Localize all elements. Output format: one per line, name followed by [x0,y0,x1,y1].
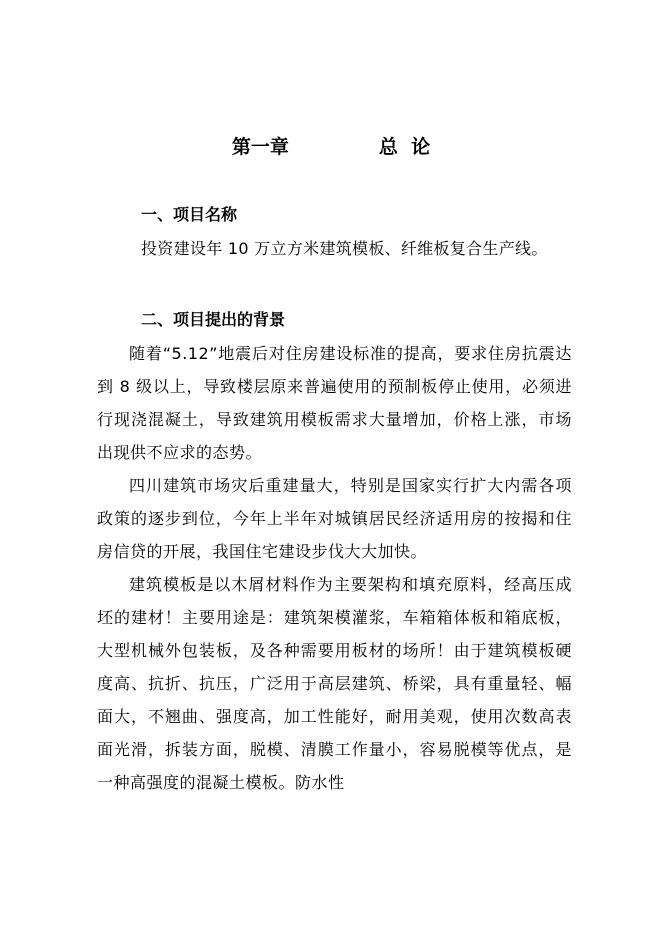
section-heading-project-name: 一、项目名称 [141,205,238,224]
chapter-title [0,133,662,161]
chapter-label: 第一章 [231,136,289,158]
background-paragraph-3: 建筑模板是以木屑材料作为主要架构和填充原料，经高压成坯的建材！主要用途是：建筑架模灌浆，车箱箱体板和箱底板，大型机械外包装板，及各种需要用板材的场所！由于建筑模板硬度高、抗折、抗压，广泛用于高层建筑、桥梁，具有重量轻、幅面大，不翘曲、强度高，加工性能好，耐用美观，使用次数高表面光滑，拆装方面，脱模、清膜工作量小，容易脱模等优点，是一种高强度的混凝土模板。防水性 [97,575,572,792]
background-paragraph-1: 随着“5.12”地震后对住房建设标准的提高，要求住房抗震达到 8 级以上，导致楼层原来普遍使用的预制板停止使用，必须进行现浇混凝土，导致建筑用模板需求大量增加，价格上涨，市场出现供不应求的态势。 [97,344,572,462]
section-heading-background: 二、项目提出的背景 [141,310,286,329]
project-name-text: 投资建设年 10 万立方米建筑模板、纤维板复合生产线。 [141,239,548,258]
chapter-name: 总 论 [378,136,431,158]
background-paragraph-2: 四川建筑市场灾后重建量大，特别是国家实行扩大内需各项政策的逐步到位，今年上半年对城镇居民经济适用房的按揭和住房信贷的开展，我国住宅建设步伐大大加快。 [97,476,572,561]
